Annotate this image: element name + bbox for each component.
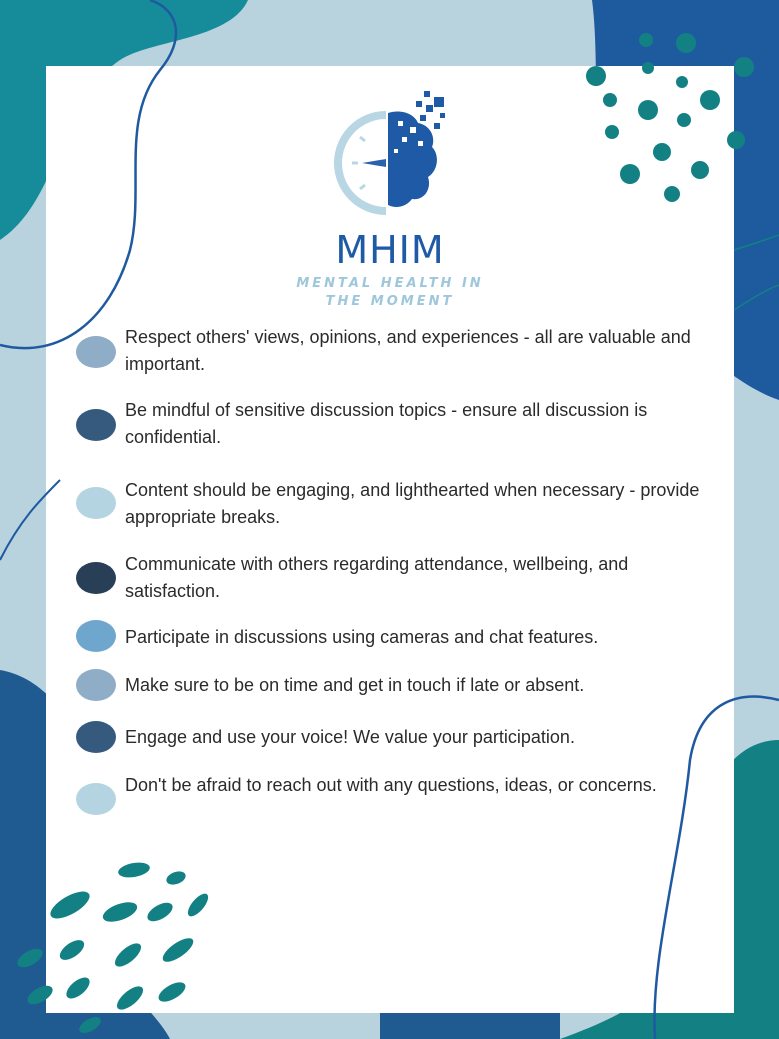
rule-text: Content should be engaging, and lighthearted when necessary - provide appropriate breaks. — [125, 480, 700, 527]
rule-text: Respect others' views, opinions, and experiences - all are valuable and important. — [125, 327, 691, 374]
brand-tagline — [280, 275, 500, 311]
rule-text: Engage and use your voice! We value your participation. — [125, 727, 575, 747]
bullet-dot — [76, 562, 116, 594]
rule-text: Don't be afraid to reach out with any questions, ideas, or concerns. — [125, 775, 657, 795]
bullet-dot — [76, 783, 116, 815]
rule-text: Be mindful of sensitive discussion topics - ensure all discussion is confidential. — [125, 400, 648, 447]
bullet-dot — [76, 620, 116, 652]
bullet-dot — [76, 721, 116, 753]
clock-brain-logo-icon — [328, 85, 452, 221]
rule-text: Participate in discussions using cameras and chat features. — [125, 627, 599, 647]
tagline-line-2: THE MOMENT — [325, 294, 455, 309]
tagline-line-1: MENTAL HEALTH IN — [296, 276, 484, 291]
brand-name: MHIM — [335, 228, 445, 272]
bullet-dot — [76, 669, 116, 701]
rule-text: Communicate with others regarding attendance, wellbeing, and satisfaction. — [125, 554, 629, 601]
bullet-dot — [76, 409, 116, 441]
bullet-dot — [76, 487, 116, 519]
bullet-dot — [76, 336, 116, 368]
navy-strip-bottom — [380, 1010, 560, 1039]
rule-text: Make sure to be on time and get in touch if late or absent. — [125, 675, 585, 695]
